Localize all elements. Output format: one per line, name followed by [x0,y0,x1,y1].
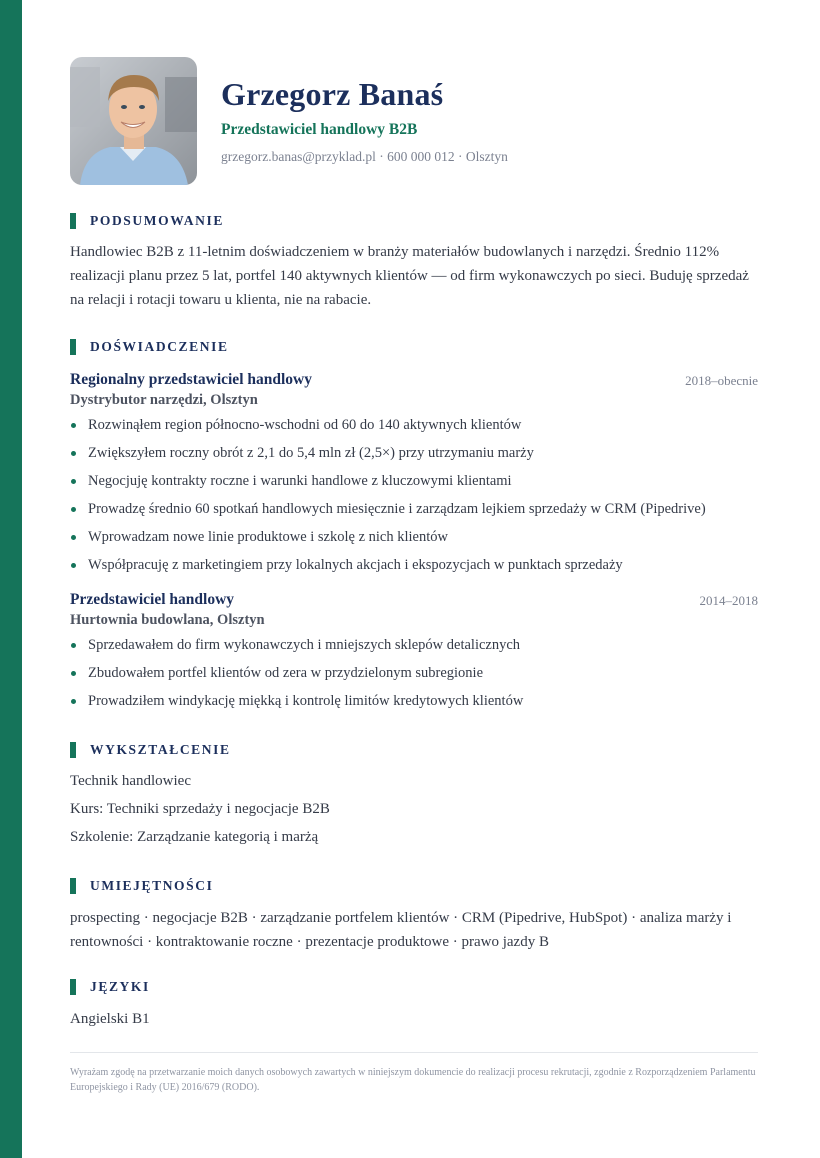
section-header-experience [70,338,229,356]
section-title: JĘZYKI [90,979,150,994]
list-item: Rozwinąłem region północno-wschodni od 60 do 140 aktywnych klientów [70,411,758,439]
skills-text: prospecting · negocjacje B2B · zarządzanie portfelem klientów · CRM (Pipedrive, HubSpot) · analiza marży i rentowności · kontraktowanie roczne · prezentacje produktowe · prawo jazdy B [70,910,732,950]
summary-text: Handlowiec B2B z 11-letnim doświadczeniem w branży materiałów budowlanych i narzędzi. Średnio 112% realizacji planu przez 5 lat, portfel 140 aktywnych klientów — od firm wykonawczych po sieci. Buduję sprzedaż na relacji i rotacji towaru u klienta, nie na rabacie. [70,244,749,308]
accent-side-bar [0,0,22,1158]
job-company: Dystrybutor narzędzi, Olsztyn [70,392,258,408]
portrait-image [70,57,197,185]
list-item: Zwiększyłem roczny obrót z 2,1 do 5,4 mln zł (2,5×) przy utrzymaniu marży [70,439,758,467]
list-item: Prowadziłem windykację miękką i kontrolę limitów kredytowych klientów [70,687,758,715]
section-marker [70,339,76,355]
section-marker [70,878,76,894]
section-title: DOŚWIADCZENIE [90,339,229,354]
section-title: WYKSZTAŁCENIE [90,742,231,757]
list-item: Prowadzę średnio 60 spotkań handlowych miesięcznie i zarządzam lejkiem sprzedaży w CRM (Pipedrive) [70,495,758,523]
section-title: UMIEJĘTNOŚCI [90,878,214,893]
job-bullets [70,631,758,715]
job-dates: 2018–obecnie [685,373,758,388]
education-item: Technik handlowiec [70,773,191,789]
gdpr-consent-clause: Wyrażam zgodę na przetwarzanie moich danych osobowych zawartych w niniejszym dokumencie do realizacji procesu rekrutacji, zgodnie z Rozporządzeniem Parlamentu Europejskiego i Rady (UE) 2016/679 (RODO). [70,1067,756,1093]
job-title: Przedstawiciel handlowy [70,591,235,608]
job-bullets [70,411,758,579]
section-header-education [70,741,231,759]
language-item: Angielski B1 [70,1011,150,1027]
section-header-skills [70,877,213,895]
list-item: Negocjuję kontrakty roczne i warunki handlowe z kluczowymi klientami [70,467,758,495]
section-header-summary [70,212,224,230]
list-item: Współpracuję z marketingiem przy lokalnych akcjach i ekspozycjach w punktach sprzedaży [70,551,758,579]
list-item: Sprzedawałem do firm wykonawczych i mniejszych sklepów detalicznych [70,631,758,659]
job-title: Regionalny przedstawiciel handlowy [70,371,312,388]
section-marker [70,742,76,758]
job-company: Hurtownia budowlana, Olsztyn [70,612,265,628]
section-header-languages [70,978,150,996]
section-title: PODSUMOWANIE [90,213,224,228]
candidate-name: Grzegorz Banaś [221,76,444,112]
footer-divider [70,1052,758,1053]
profile-photo [70,57,197,185]
education-item: Szkolenie: Zarządzanie kategorią i marżą [70,829,319,845]
list-item: Wprowadzam nowe linie produktowe i szkolę z nich klientów [70,523,758,551]
list-item: Zbudowałem portfel klientów od zera w przydzielonym subregionie [70,659,758,687]
job-dates: 2014–2018 [699,593,758,608]
section-marker [70,979,76,995]
contact-line: grzegorz.banas@przyklad.pl · 600 000 012 · Olsztyn [221,149,508,164]
education-item: Kurs: Techniki sprzedaży i negocjacje B2B [70,801,330,817]
section-marker [70,213,76,229]
candidate-role: Przedstawiciel handlowy B2B [221,121,418,138]
